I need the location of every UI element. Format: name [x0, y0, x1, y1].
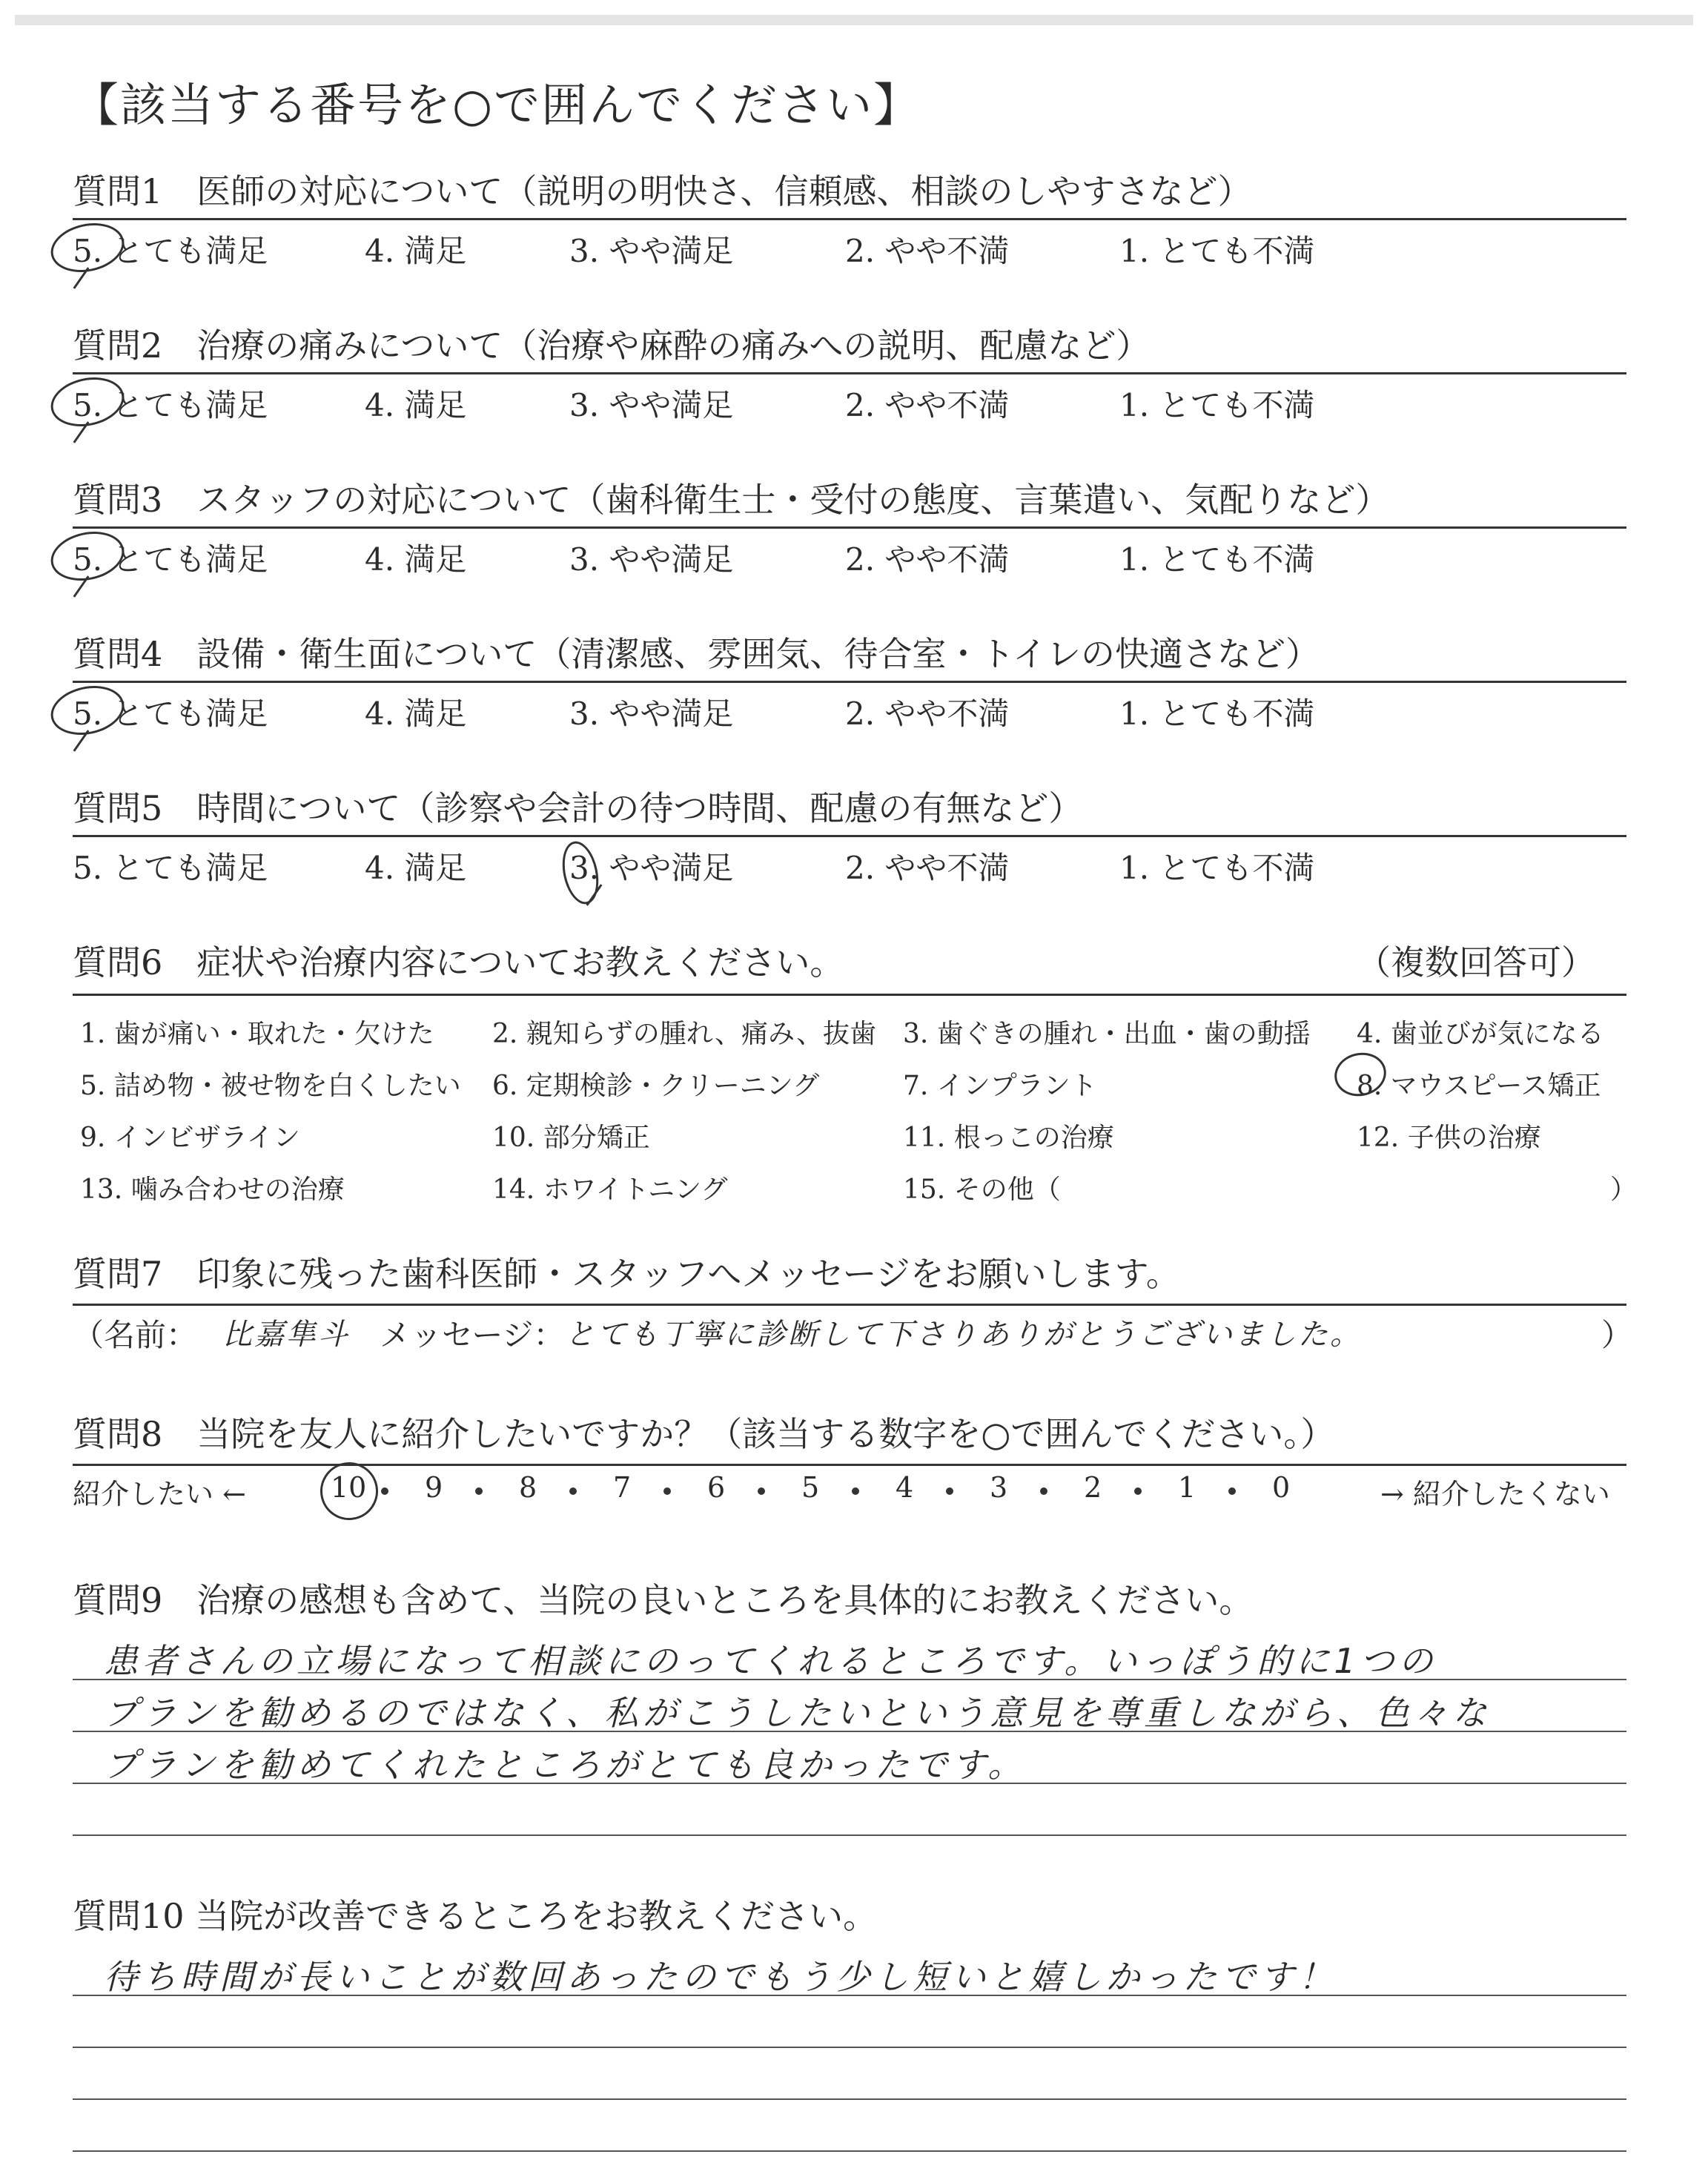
- q6-title: 質問6 症状や治療内容についてお教えください。: [73, 942, 844, 982]
- q8-scale-dot: [1228, 1487, 1236, 1495]
- question-2-rule: [73, 372, 1626, 374]
- q8-scale-dot: [758, 1487, 765, 1495]
- q10-answer-rule: [73, 2150, 1626, 2152]
- q7-message-value[interactable]: とても丁寧に診断して下さりありがとうございました。: [565, 1318, 1362, 1352]
- question-5-title: 質問5 時間について（診察や会計の待つ時間、配慮の有無など）: [73, 788, 1083, 828]
- question-2-title: 質問2 治療の痛みについて（治療や麻酔の痛みへの説明、配慮など）: [73, 326, 1151, 366]
- q8-scale-value-0[interactable]: 0: [1272, 1471, 1291, 1504]
- q8-left-label: 紹介したい ←: [73, 1478, 246, 1510]
- q6-rule: [73, 994, 1626, 996]
- question-2-option-1[interactable]: 1. とても不満: [1119, 387, 1315, 423]
- q7-rule: [73, 1304, 1626, 1306]
- q10-answer-rule: [73, 2098, 1626, 2100]
- q8-scale-dot: [663, 1487, 671, 1495]
- q8-scale-value-5[interactable]: 5: [801, 1471, 820, 1504]
- q8-scale-dot: [381, 1487, 388, 1495]
- q8-scale-dot: [475, 1487, 483, 1495]
- question-3-option-3[interactable]: 3. やや満足: [569, 541, 734, 578]
- question-4-option-4[interactable]: 4. 満足: [365, 696, 467, 732]
- q8-scale-value-1[interactable]: 1: [1178, 1471, 1196, 1504]
- q8-scale-dot: [1040, 1487, 1047, 1495]
- q10-title: 質問10 当院が改善できるところをお教えください。: [73, 1896, 878, 1936]
- question-2-option-5[interactable]: 5. とても満足: [73, 387, 268, 423]
- q8-scale-dot: [1134, 1487, 1142, 1495]
- q6-option[interactable]: 15. その他（: [903, 1175, 1061, 1205]
- q6-option[interactable]: 12. 子供の治療: [1357, 1123, 1541, 1153]
- q8-scale-dot: [946, 1487, 953, 1495]
- question-1-option-1[interactable]: 1. とても不満: [1119, 233, 1315, 269]
- question-2-option-3[interactable]: 3. やや満足: [569, 387, 734, 423]
- q9-answer-line[interactable]: 患者さんの立場になって相談にのってくれるところです。いっぽう的に1つの: [104, 1641, 1437, 1681]
- q9-title: 質問9 治療の感想も含めて、当院の良いところを具体的にお教えください。: [73, 1580, 1254, 1620]
- question-3-title: 質問3 スタッフの対応について（歯科衛生士・受付の態度、言葉遣い、気配りなど）: [73, 480, 1390, 520]
- q7-name-label: （名前：: [73, 1317, 198, 1353]
- question-4-option-2[interactable]: 2. やや不満: [845, 696, 1010, 732]
- q6-option[interactable]: 11. 根っこの治療: [903, 1123, 1114, 1153]
- q6-option[interactable]: 3. 歯ぐきの腫れ・出血・歯の動揺: [903, 1019, 1311, 1049]
- question-3-option-4[interactable]: 4. 満足: [365, 541, 467, 578]
- q6-option[interactable]: 5. 詰め物・被せ物を白くしたい: [80, 1071, 461, 1101]
- q6-option[interactable]: 14. ホワイトニング: [492, 1175, 728, 1205]
- q8-rule: [73, 1464, 1626, 1466]
- q8-scale-value-10[interactable]: 10: [331, 1471, 367, 1504]
- q9-answer-rule: [73, 1834, 1626, 1836]
- q8-scale-value-6[interactable]: 6: [707, 1471, 726, 1504]
- q10-answer-rule: [73, 2047, 1626, 2048]
- q7-title: 質問7 印象に残った歯科医師・スタッフへメッセージをお願いします。: [73, 1254, 1180, 1294]
- q8-title: 質問8 当院を友人に紹介したいですか？（該当する数字を○で囲んでください。）: [73, 1414, 1335, 1454]
- q8-selection-circle[interactable]: [315, 1457, 384, 1526]
- question-1-option-5[interactable]: 5. とても満足: [73, 233, 268, 269]
- scan-top-edge: [15, 15, 1693, 25]
- q6-option[interactable]: 10. 部分矯正: [492, 1123, 650, 1153]
- q8-scale-value-4[interactable]: 4: [896, 1471, 914, 1504]
- question-5-option-2[interactable]: 2. やや不満: [845, 850, 1010, 886]
- question-1-option-2[interactable]: 2. やや不満: [845, 233, 1010, 269]
- question-3-option-1[interactable]: 1. とても不満: [1119, 541, 1315, 578]
- q8-scale-value-7[interactable]: 7: [613, 1471, 632, 1504]
- q9-answer-line[interactable]: プランを勧めるのではなく、私がこうしたいという意見を尊重しながら、色々な: [104, 1693, 1492, 1733]
- q6-option: ）: [1610, 1175, 1638, 1205]
- q6-option[interactable]: 7. インプラント: [903, 1071, 1097, 1101]
- q8-scale-dot: [569, 1487, 577, 1495]
- q8-scale-value-3[interactable]: 3: [990, 1471, 1008, 1504]
- question-4-option-1[interactable]: 1. とても不満: [1119, 696, 1315, 732]
- q8-scale-value-2[interactable]: 2: [1084, 1471, 1102, 1504]
- page-heading: 【該当する番号を○で囲んでください】: [73, 78, 921, 132]
- question-5-option-1[interactable]: 1. とても不満: [1119, 850, 1315, 886]
- question-2-option-2[interactable]: 2. やや不満: [845, 387, 1010, 423]
- question-5-rule: [73, 835, 1626, 837]
- q6-option[interactable]: 8. マウスピース矯正: [1357, 1071, 1601, 1101]
- question-2-option-4[interactable]: 4. 満足: [365, 387, 467, 423]
- q7-name-value[interactable]: 比嘉隼斗: [222, 1318, 350, 1352]
- q6-option[interactable]: 2. 親知らずの腫れ、痛み、抜歯: [492, 1019, 877, 1049]
- question-1-option-3[interactable]: 3. やや満足: [569, 233, 734, 269]
- question-4-option-5[interactable]: 5. とても満足: [73, 696, 268, 732]
- question-3-option-5[interactable]: 5. とても満足: [73, 541, 268, 578]
- question-1-title: 質問1 医師の対応について（説明の明快さ、信頼感、相談のしやすさなど）: [73, 171, 1252, 211]
- q6-option[interactable]: 1. 歯が痛い・取れた・欠けた: [80, 1019, 434, 1049]
- question-4-option-3[interactable]: 3. やや満足: [569, 696, 734, 732]
- question-5-option-5[interactable]: 5. とても満足: [73, 850, 268, 886]
- q10-answer-line[interactable]: 待ち時間が長いことが数回あったのでもう少し短いと嬉しかったです！: [104, 1957, 1337, 1997]
- q6-option[interactable]: 4. 歯並びが気になる: [1357, 1019, 1604, 1049]
- question-3-option-2[interactable]: 2. やや不満: [845, 541, 1010, 578]
- question-3-rule: [73, 526, 1626, 529]
- q8-scale-value-9[interactable]: 9: [425, 1471, 443, 1504]
- q8-scale-value-8[interactable]: 8: [519, 1471, 537, 1504]
- question-1-option-4[interactable]: 4. 満足: [365, 233, 467, 269]
- q7-message-label: メッセージ：: [380, 1317, 565, 1353]
- q9-answer-line[interactable]: プランを勧めてくれたところがとても良かったです。: [104, 1745, 1027, 1785]
- q8-scale-dot: [852, 1487, 859, 1495]
- question-5-option-3[interactable]: 3. やや満足: [569, 850, 734, 886]
- question-4-title: 質問4 設備・衛生面について（清潔感、雰囲気、待合室・トイレの快適さなど）: [73, 634, 1320, 674]
- question-4-rule: [73, 681, 1626, 683]
- q6-option[interactable]: 13. 噛み合わせの治療: [80, 1175, 345, 1205]
- q6-option[interactable]: 6. 定期検診・クリーニング: [492, 1071, 820, 1101]
- q7-close-paren: ）: [1601, 1317, 1633, 1353]
- q6-option[interactable]: 9. インビザライン: [80, 1123, 300, 1153]
- q8-right-label: → 紹介したくない: [1380, 1478, 1610, 1510]
- question-1-rule: [73, 218, 1626, 220]
- q6-note: （複数回答可）: [1357, 942, 1595, 982]
- question-5-option-4[interactable]: 4. 満足: [365, 850, 467, 886]
